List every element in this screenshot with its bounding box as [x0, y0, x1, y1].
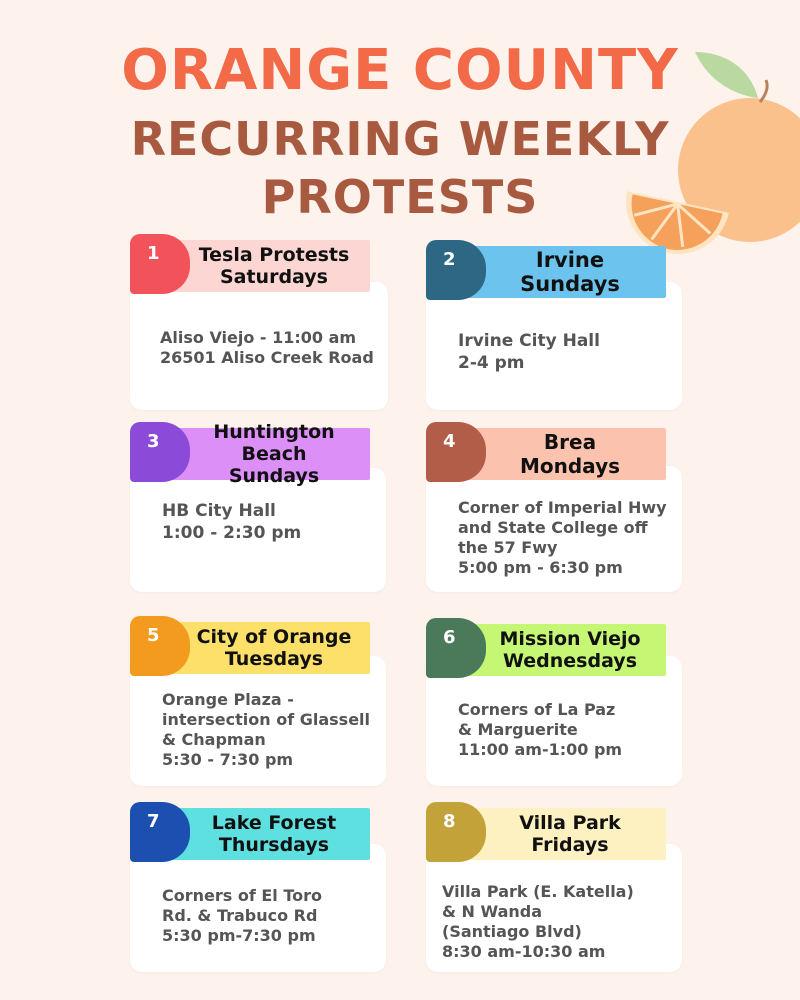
protest-title-4: Brea [543, 430, 597, 454]
protest-title-8: Villa Park [519, 812, 621, 834]
page-subtitle-line2: PROTESTS [261, 170, 539, 224]
protest-day-4: Mondays [519, 454, 621, 478]
protest-day-5: Tuesdays [224, 648, 324, 670]
protest-details-1: Aliso Viejo - 11:00 am 26501 Aliso Creek Road [160, 328, 374, 367]
protest-number-badge-3 [130, 422, 190, 482]
protest-title-5: City of Orange [196, 626, 352, 648]
protest-details-6: Corners of La Paz & Marguerite 11:00 am-1:00 pm [458, 700, 623, 759]
page-subtitle-line1: RECURRING WEEKLY [130, 112, 670, 166]
protest-number-badge-7 [130, 802, 190, 862]
protest-details-4: Corner of Imperial Hwy and State College off the 57 Fwy 5:00 pm - 6:30 pm [458, 498, 667, 577]
protest-day-3: Sundays [228, 465, 320, 487]
protest-title-1: Tesla Protests [198, 244, 350, 266]
protest-number-7: 7 [147, 811, 160, 832]
protest-number-3: 3 [147, 431, 160, 452]
protest-details-5: Orange Plaza - intersection of Glassell & Chapman 5:30 - 7:30 pm [162, 690, 371, 769]
protest-title-3: Huntington Beach [213, 421, 335, 465]
protest-number-badge-1 [130, 234, 190, 294]
protest-number-badge-6 [426, 618, 486, 678]
protest-number-8: 8 [443, 811, 456, 832]
protest-number-badge-4 [426, 422, 486, 482]
protest-title-2: Irvine [535, 248, 605, 272]
protest-number-6: 6 [443, 627, 456, 648]
protest-title-6: Mission Viejo [499, 628, 641, 650]
protest-details-7: Corners of El Toro Rd. & Trabuco Rd 5:30 pm-7:30 pm [162, 886, 323, 945]
protest-number-badge-2 [426, 240, 486, 300]
protest-title-7: Lake Forest [211, 812, 337, 834]
protest-number-badge-8 [426, 802, 486, 862]
protest-details-2: Irvine City Hall 2-4 pm [458, 331, 600, 373]
protest-day-6: Wednesdays [502, 650, 638, 672]
protest-number-2: 2 [443, 249, 456, 270]
protest-number-4: 4 [443, 431, 456, 452]
protest-day-2: Sundays [520, 272, 620, 296]
orange-fruit-icon [620, 40, 800, 260]
protest-day-1: Saturdays [219, 266, 328, 288]
protest-number-5: 5 [147, 625, 160, 646]
protest-details-8: Villa Park (E. Katella) & N Wanda (Santiago Blvd) 8:30 am-10:30 am [442, 882, 634, 961]
page-title: ORANGE COUNTY [121, 38, 679, 103]
protest-details-3: HB City Hall 1:00 - 2:30 pm [162, 501, 302, 543]
protest-number-1: 1 [147, 243, 160, 264]
protest-day-8: Fridays [531, 834, 609, 856]
protest-day-7: Thursdays [218, 834, 330, 856]
protest-number-badge-5 [130, 616, 190, 676]
